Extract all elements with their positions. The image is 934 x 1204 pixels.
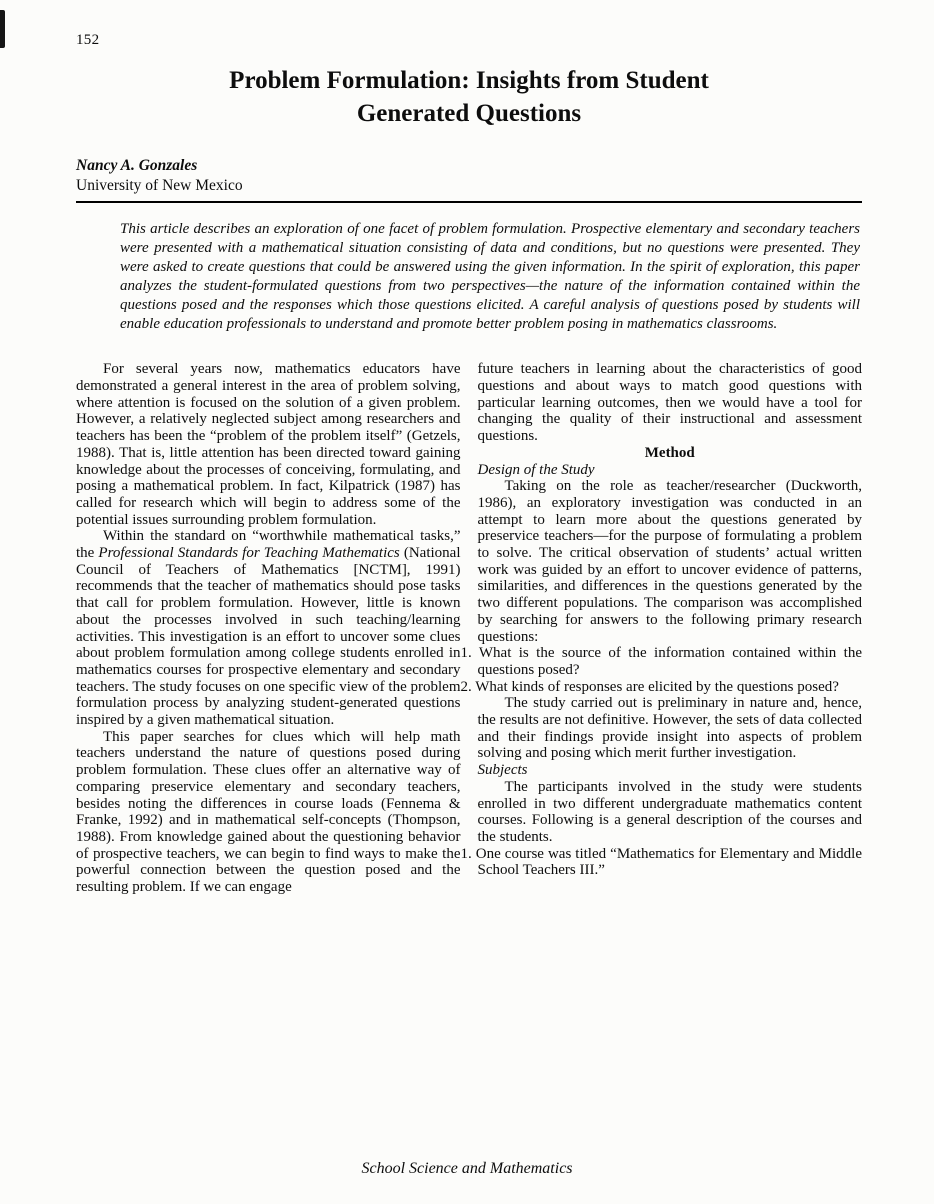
body-columns [76, 361, 862, 896]
divider-rule [76, 201, 862, 203]
right-paragraph-1: future teachers in learning about the characteristics of good questions and about ways to match good questions with particular learning outcomes, then we would have a tool for changing the quality of their instructional and assessment questions. [477, 361, 862, 445]
course-list-item-1: 1. One course was titled “Mathematics for Elementary and Middle School Teachers III.” [460, 845, 862, 879]
subjects-subheading: Subjects [477, 762, 528, 779]
subjects-paragraph-1: The participants involved in the study were students enrolled in two different undergraduate mathematics content courses. Following is a general description of the courses and the students. [477, 778, 862, 845]
method-section-heading: Method [644, 444, 695, 461]
scan-edge-artifact [0, 10, 5, 48]
research-question-2: 2. What kinds of responses are elicited by the questions posed? [460, 678, 839, 695]
left-paragraph-3: This paper searches for clues which will help math teachers understand the nature of questions posed during problem formulation. These clues offer an alternative way of comparing preservice elementary and secondary teachers, besides noting the differences in course loads (Fennema & Franke, 1992) and in mathematical self-concepts (Thompson, 1988). From knowledge gained about the questioning behavior of prospective teachers, we can begin to find ways to make the powerful connection between the question posed and the resulting problem. If we can engage [76, 728, 461, 896]
article-title-line1: Problem Formulation: Insights from Student [229, 67, 709, 94]
left-paragraph-2-pre: Within the standard on “worthwhile mathematical tasks,” the [76, 528, 461, 562]
article-title [76, 65, 862, 130]
author-block [76, 156, 862, 196]
page-number: 152 [76, 32, 100, 48]
author-name: Nancy A. Gonzales [76, 157, 198, 174]
design-paragraph-2: The study carried out is preliminary in nature and, hence, the results are not definitive. However, the sets of data collected and their findings provide insight into aspects of problem solving and posing which merit further investigation. [477, 695, 862, 762]
cited-title-italic: Professional Standards for Teaching Mathematics [98, 545, 400, 562]
left-paragraph-1: For several years now, mathematics educators have demonstrated a general interest in the area of problem solving, where attention is focused on the solution of a given problem. However, a relatively neglected subject among researchers and teachers has been the “problem of the problem itself” (Getzels, 1988). That is, little attention has been directed toward gaining knowledge about the processes of conceiving, formulating, and posing a mathematical problem. In fact, Kilpatrick (1987) has called for research which will begin to address some of the potential issues surrounding problem formulation. [76, 361, 461, 528]
left-paragraph-2-post: (National Council of Teachers of Mathematics [NCTM], 1991) recommends that the teacher of mathematics should pose tasks that call for problem formulation. However, little is known about the processes involved in such teaching/learning activities. This investigation is an effort to uncover some clues about problem formulation among college students enrolled in mathematics courses for prospective elementary and secondary teachers. The study focuses on one specific view of the problem formulation process by analyzing student-generated questions inspired by a given mathematical situation. [76, 545, 461, 729]
research-question-1: 1. What is the source of the information contained within the questions posed? [460, 645, 862, 678]
design-paragraph-1: Taking on the role as teacher/researcher (Duckworth, 1986), an exploratory investigation was conducted in an attempt to learn more about the questions generated by preservice teachers—for the purpose of formulating a problem to solve. The critical observation of students’ actual written work was guided by an effort to uncover evidence of patterns, similarities, and differences in the questions generated by the two different populations. The comparison was accomplished by searching for answers to the following primary research questions: [477, 478, 862, 645]
design-subheading: Design of the Study [477, 461, 595, 478]
abstract-paragraph: This article describes an exploration of one facet of problem formulation. Prospective elementary and secondary teachers were presented with a mathematical situation consisting of data and conditions, but no questions were presented. They were asked to create questions that could be answered using the given information. In the spirit of exploration, this paper analyzes the student-formulated questions from two perspectives—the nature of the information contained within the questions posed and the responses which those questions elicited. A careful analysis of questions posed by students will enable education professionals to understand and promote better problem posing in mathematics classrooms. [120, 221, 860, 333]
author-affiliation: University of New Mexico [76, 177, 243, 195]
right-column [460, 361, 863, 896]
left-column [76, 361, 461, 896]
journal-footer: School Science and Mathematics [361, 1160, 573, 1177]
article-title-line2: Generated Questions [356, 99, 582, 127]
left-paragraph-2 [76, 528, 461, 728]
